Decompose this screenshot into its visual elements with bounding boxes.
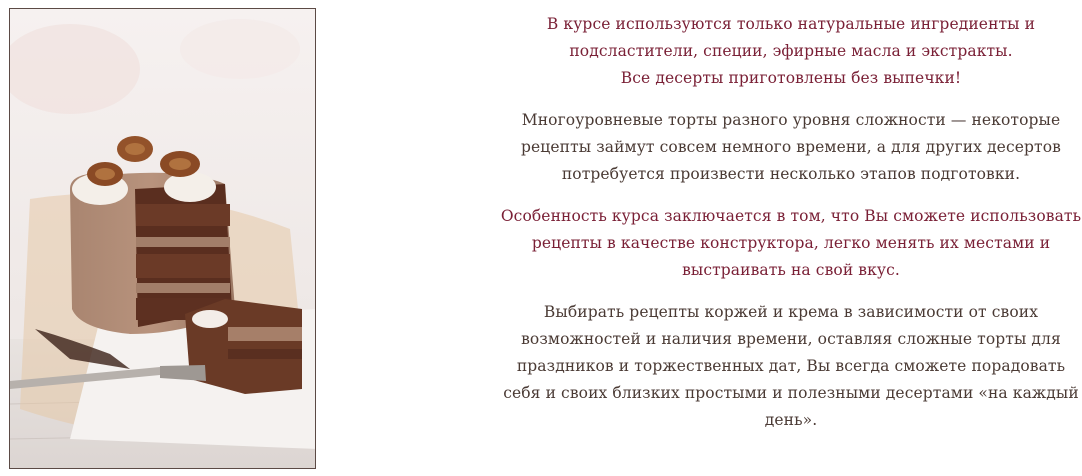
paragraph-line: Особенность курса заключается в том, что Вы сможете использовать [500,207,1082,225]
paragraph-line: себя и своих близких простыми и полезными десертами «на каждый [503,384,1079,402]
paragraph-line: праздников и торжественных дат, Вы всегда сможете порадовать [516,357,1066,375]
paragraph-constructor [500,203,1082,284]
paragraph-line: потребуется произвести несколько этапов подготовки. [561,165,1021,183]
cake-photo [9,8,316,469]
paragraph-line: Все десерты приготовлены без выпечки! [620,69,962,87]
paragraph-line: день». [764,411,818,429]
paragraph-line: рецепты займут совсем немного времени, а для других десертов [521,138,1061,156]
paragraph-line: Многоуровневые торты разного уровня сложности — некоторые [521,111,1061,129]
paragraph-line: возможностей и наличия времени, оставляя сложные торты для [521,330,1061,348]
course-description [500,11,1082,449]
cake-photo-image [10,9,316,469]
paragraph-line: подсластители, специи, эфирные масла и экстракты. [569,42,1013,60]
paragraph-line: Выбирать рецепты коржей и крема в зависимости от своих [543,303,1039,321]
paragraph-ingredients [500,11,1082,92]
paragraph-line: В курсе используются только натуральные ингредиенты и [546,15,1036,33]
paragraph-cake-levels [500,107,1082,188]
paragraph-choose-recipes [500,299,1082,434]
paragraph-line: выстраивать на свой вкус. [682,261,900,279]
paragraph-line: рецепты в качестве конструктора, легко менять их местами и [531,234,1051,252]
